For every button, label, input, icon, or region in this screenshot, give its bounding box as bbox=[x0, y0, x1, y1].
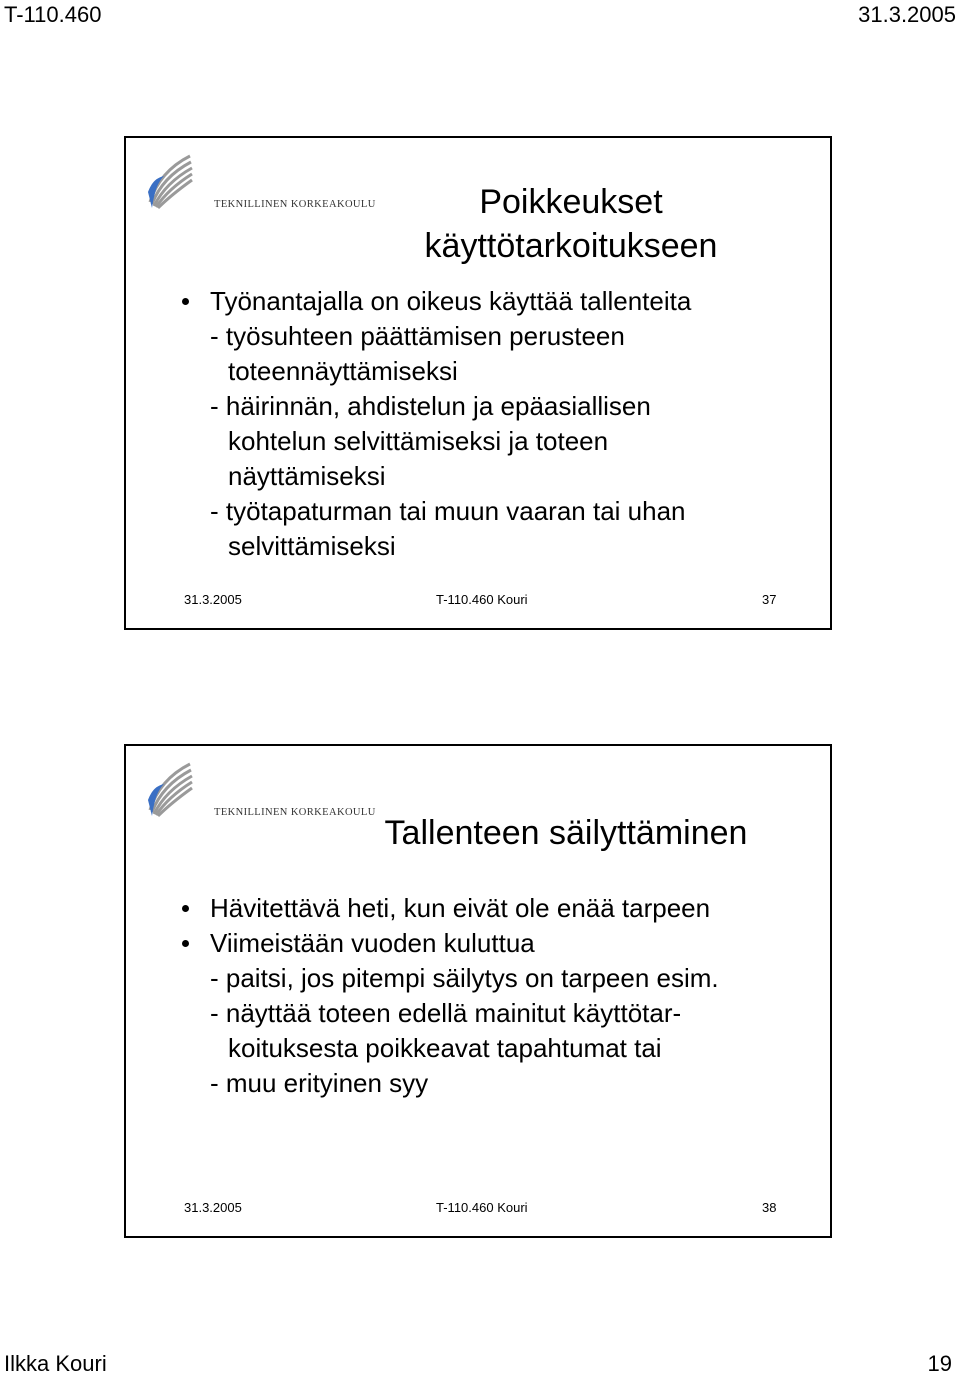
body-line: näyttämiseksi bbox=[228, 461, 386, 491]
slide-37 bbox=[124, 136, 832, 630]
body-line: - paitsi, jos pitempi säilytys on tarpeen esim. bbox=[210, 963, 719, 993]
page-footer-author: Ilkka Kouri bbox=[4, 1351, 107, 1376]
university-logo bbox=[144, 760, 376, 822]
body-line: toteennäyttämiseksi bbox=[228, 356, 458, 386]
slide-footer-course: T-110.460 Kouri bbox=[436, 1200, 528, 1215]
logo-mark-icon bbox=[144, 760, 204, 822]
slide-title: Poikkeukset käyttötarkoitukseen bbox=[424, 183, 718, 265]
university-logo bbox=[144, 152, 376, 214]
body-line: - näyttää toteen edellä mainitut käyttötar- bbox=[210, 998, 682, 1028]
body-line: - työtapaturman tai muun vaaran tai uhan bbox=[210, 496, 686, 526]
slide-footer-course: T-110.460 Kouri bbox=[436, 592, 528, 607]
slide-number: 38 bbox=[762, 1200, 777, 1215]
slide-number: 37 bbox=[762, 592, 777, 607]
body-line: - muu erityinen syy bbox=[210, 1068, 429, 1098]
slide-title: Tallenteen säilyttäminen bbox=[384, 814, 748, 852]
body-line: - häirinnän, ahdistelun ja epäasiallisen bbox=[210, 391, 651, 421]
slide-footer-date: 31.3.2005 bbox=[184, 592, 242, 607]
body-line: - työsuhteen päättämisen perusteen bbox=[210, 321, 625, 351]
body-line: kohtelun selvittämiseksi ja toteen bbox=[228, 426, 609, 456]
slide-body bbox=[180, 891, 719, 1101]
slide-footer-date: 31.3.2005 bbox=[184, 1200, 242, 1215]
page-number: 19 bbox=[927, 1351, 952, 1376]
logo-mark-icon bbox=[144, 152, 204, 214]
bullet-item: Työnantajalla on oikeus käyttää tallenteita bbox=[180, 284, 691, 319]
bullet-item: Viimeistään vuoden kuluttua bbox=[180, 926, 719, 961]
body-line: selvittämiseksi bbox=[228, 531, 396, 561]
body-line: koituksesta poikkeavat tapahtumat tai bbox=[228, 1033, 662, 1063]
logo-text: TEKNILLINEN KORKEAKOULU bbox=[214, 199, 376, 210]
bullet-item: Hävitettävä heti, kun eivät ole enää tarpeen bbox=[180, 891, 719, 926]
page-header-course: T-110.460 bbox=[4, 2, 102, 27]
slide-38 bbox=[124, 744, 832, 1238]
page-header-date: 31.3.2005 bbox=[858, 2, 956, 27]
slide-body bbox=[180, 284, 691, 564]
logo-text: TEKNILLINEN KORKEAKOULU bbox=[214, 807, 376, 818]
